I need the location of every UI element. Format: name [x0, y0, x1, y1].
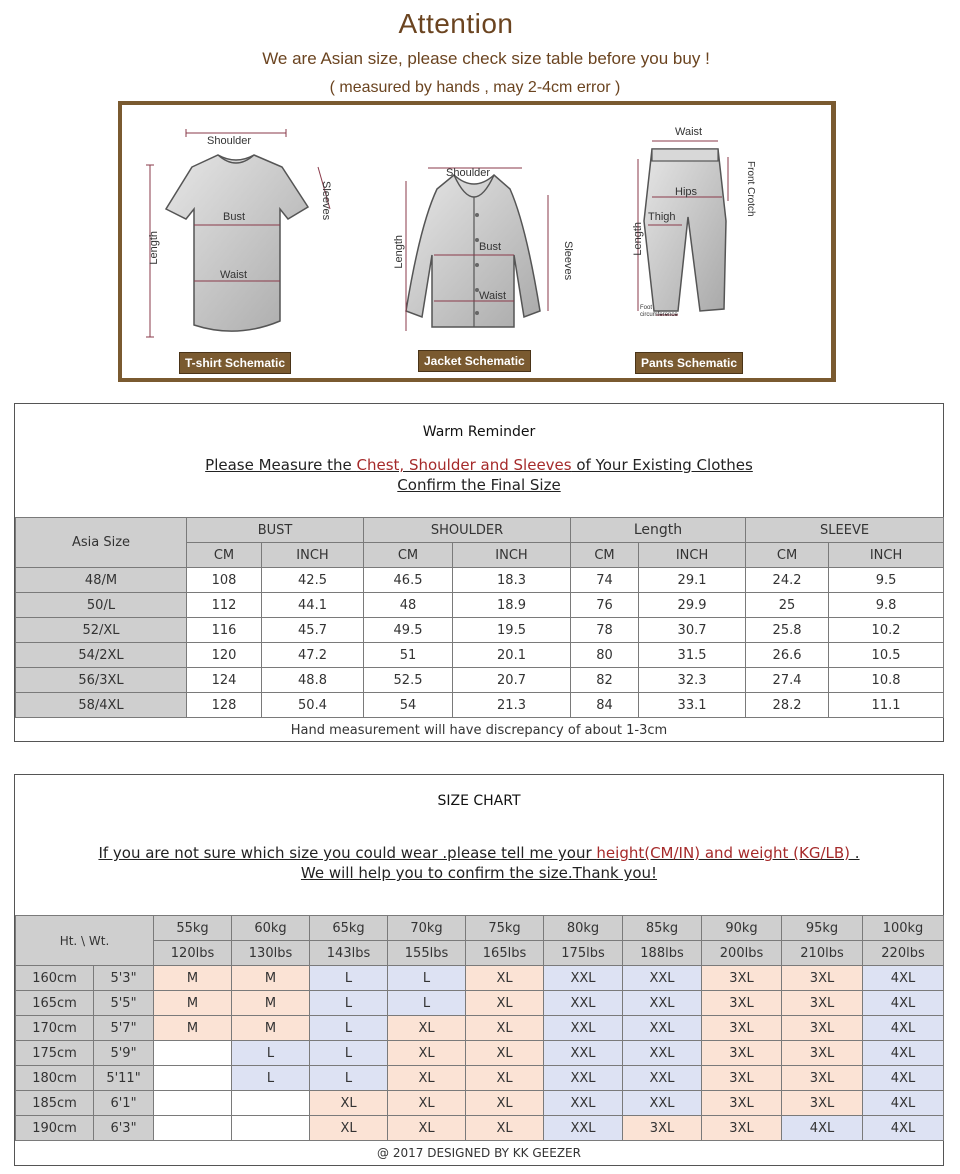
size-recommendation-cell: 3XL: [702, 1116, 782, 1141]
height-cm-cell: 160cm: [16, 966, 94, 991]
unit-header: INCH: [453, 543, 571, 568]
measurement-cell: 21.3: [453, 693, 571, 718]
weight-lbs-header: 143lbs: [310, 941, 388, 966]
size-recommendation-cell: XXL: [623, 991, 702, 1016]
size-recommendation-cell: XXL: [544, 966, 623, 991]
weight-kg-header: 100kg: [863, 916, 944, 941]
height-weight-table: [15, 915, 944, 1141]
height-cm-cell: 190cm: [16, 1116, 94, 1141]
weight-kg-header: 85kg: [623, 916, 702, 941]
table-row: [16, 568, 944, 593]
measurement-cell: 78: [571, 618, 639, 643]
table-row: [16, 593, 944, 618]
size-recommendation-cell: 4XL: [863, 1116, 944, 1141]
measurement-cell: 120: [187, 643, 262, 668]
size-recommendation-cell: XL: [388, 1016, 466, 1041]
tshirt-waist-label: Waist: [220, 269, 248, 281]
height-cm-cell: 180cm: [16, 1066, 94, 1091]
size-recommendation-cell: XL: [388, 1066, 466, 1091]
size-recommendation-cell: 3XL: [623, 1116, 702, 1141]
size-recommendation-cell: L: [232, 1066, 310, 1091]
table-row: [16, 668, 944, 693]
weight-lbs-header: 175lbs: [544, 941, 623, 966]
height-cm-cell: 185cm: [16, 1091, 94, 1116]
height-ft-cell: 5'3": [94, 966, 154, 991]
size-recommendation-cell: 3XL: [782, 991, 863, 1016]
measurement-cell: 45.7: [262, 618, 364, 643]
size-recommendation-cell: 4XL: [863, 1066, 944, 1091]
table-row: [16, 643, 944, 668]
warm-reminder-line1: Please Measure the Chest, Shoulder and Sleeves of Your Existing Clothes: [205, 456, 753, 474]
size-label-cell: 52/XL: [16, 618, 187, 643]
size-recommendation-cell: L: [310, 1041, 388, 1066]
size-recommendation-cell: XXL: [544, 1116, 623, 1141]
height-ft-cell: 6'3": [94, 1116, 154, 1141]
measurement-cell: 25: [746, 593, 829, 618]
unit-header: CM: [364, 543, 453, 568]
size-recommendation-cell: XXL: [623, 1066, 702, 1091]
size-recommendation-cell: XXL: [623, 1091, 702, 1116]
measurement-cell: 32.3: [639, 668, 746, 693]
pants-hips-label: Hips: [675, 186, 698, 198]
measurement-cell: 48: [364, 593, 453, 618]
size-recommendation-cell: XL: [466, 1066, 544, 1091]
size-recommendation-cell: 3XL: [782, 1091, 863, 1116]
size-recommendation-cell: XL: [388, 1041, 466, 1066]
measurement-cell: 51: [364, 643, 453, 668]
asia-size-header: Asia Size: [16, 518, 187, 568]
pants-drawing: [638, 141, 728, 315]
size-recommendation-cell: 3XL: [702, 1091, 782, 1116]
measurement-cell: 18.3: [453, 568, 571, 593]
size-recommendation-cell: 4XL: [863, 1016, 944, 1041]
tshirt-length-label: Length: [148, 231, 160, 265]
size-recommendation-cell: XXL: [544, 1066, 623, 1091]
measurement-cell: 10.2: [829, 618, 944, 643]
measurement-cell: 74: [571, 568, 639, 593]
height-weight-corner: Ht. \ Wt.: [16, 916, 154, 966]
size-recommendation-cell: [154, 1041, 232, 1066]
size-recommendation-cell: 4XL: [782, 1116, 863, 1141]
jacket-drawing: [406, 168, 548, 331]
attention-note: ( measured by hands , may 2-4cm error ): [329, 79, 621, 96]
measurement-cell: 112: [187, 593, 262, 618]
measurement-cell: 27.4: [746, 668, 829, 693]
size-recommendation-cell: L: [310, 1016, 388, 1041]
measurement-cell: 28.2: [746, 693, 829, 718]
warm-reminder-card: [14, 403, 944, 742]
weight-lbs-header: 220lbs: [863, 941, 944, 966]
schematics-panel: [118, 101, 836, 382]
tshirt-shoulder-label: Shoulder: [207, 135, 252, 147]
weight-kg-header: 80kg: [544, 916, 623, 941]
measurement-cell: 25.8: [746, 618, 829, 643]
weight-kg-header: 55kg: [154, 916, 232, 941]
height-cm-cell: 165cm: [16, 991, 94, 1016]
table-row: [16, 1016, 944, 1041]
size-recommendation-cell: [154, 1091, 232, 1116]
height-ft-cell: 5'11": [94, 1066, 154, 1091]
size-recommendation-cell: XL: [466, 1016, 544, 1041]
warm-reminder-header: [15, 404, 943, 517]
measurement-cell: 19.5: [453, 618, 571, 643]
height-ft-cell: 5'5": [94, 991, 154, 1016]
table-row: [16, 1091, 944, 1116]
attention-subtitle: We are Asian size, please check size table before you buy !: [262, 49, 710, 68]
size-recommendation-cell: XXL: [544, 991, 623, 1016]
measurement-cell: 11.1: [829, 693, 944, 718]
size-recommendation-cell: M: [232, 991, 310, 1016]
weight-lbs-header: 155lbs: [388, 941, 466, 966]
measurement-cell: 10.5: [829, 643, 944, 668]
tshirt-bust-label: Bust: [223, 211, 246, 223]
size-recommendation-cell: XXL: [623, 1041, 702, 1066]
weight-kg-header: 65kg: [310, 916, 388, 941]
size-recommendation-cell: 4XL: [863, 991, 944, 1016]
measurement-cell: 9.5: [829, 568, 944, 593]
size-recommendation-cell: XXL: [623, 966, 702, 991]
size-label-cell: 56/3XL: [16, 668, 187, 693]
height-ft-cell: 5'9": [94, 1041, 154, 1066]
size-recommendation-cell: XL: [466, 966, 544, 991]
size-recommendation-cell: L: [388, 966, 466, 991]
size-recommendation-cell: XXL: [544, 1016, 623, 1041]
pants-foot-label: Foot circumference: [640, 305, 678, 318]
measurement-cell: 10.8: [829, 668, 944, 693]
size-recommendation-cell: 4XL: [863, 1041, 944, 1066]
pants-length-label: Length: [632, 222, 644, 256]
size-recommendation-cell: 3XL: [702, 1041, 782, 1066]
measurement-cell: 44.1: [262, 593, 364, 618]
size-recommendation-cell: 3XL: [782, 1066, 863, 1091]
size-recommendation-cell: XXL: [544, 1091, 623, 1116]
size-recommendation-cell: [232, 1091, 310, 1116]
size-recommendation-cell: 3XL: [782, 966, 863, 991]
size-recommendation-cell: XL: [388, 1091, 466, 1116]
measurement-cell: 29.1: [639, 568, 746, 593]
warm-reminder-line2: Confirm the Final Size: [397, 476, 561, 494]
size-measurement-table: [15, 517, 944, 718]
table-row: [16, 1066, 944, 1091]
measurement-cell: 50.4: [262, 693, 364, 718]
measurement-cell: 30.7: [639, 618, 746, 643]
size-recommendation-cell: XL: [310, 1091, 388, 1116]
size-recommendation-cell: L: [310, 1066, 388, 1091]
length-header: Length: [571, 518, 746, 543]
pants-thigh-label: Thigh: [648, 211, 676, 223]
measurement-cell: 82: [571, 668, 639, 693]
unit-header: INCH: [639, 543, 746, 568]
size-recommendation-cell: L: [310, 991, 388, 1016]
size-recommendation-cell: XXL: [544, 1041, 623, 1066]
measurement-cell: 108: [187, 568, 262, 593]
size-recommendation-cell: XL: [466, 1041, 544, 1066]
size-recommendation-cell: L: [388, 991, 466, 1016]
height-cm-cell: 175cm: [16, 1041, 94, 1066]
measurement-cell: 76: [571, 593, 639, 618]
measurement-cell: 54: [364, 693, 453, 718]
size-recommendation-cell: 3XL: [702, 1016, 782, 1041]
size-recommendation-cell: 3XL: [702, 1066, 782, 1091]
size-label-cell: 48/M: [16, 568, 187, 593]
table-row: [16, 618, 944, 643]
size-recommendation-cell: 3XL: [782, 1016, 863, 1041]
size-recommendation-cell: M: [232, 1016, 310, 1041]
weight-lbs-header: 130lbs: [232, 941, 310, 966]
size-recommendation-cell: L: [310, 966, 388, 991]
table-row: [16, 966, 944, 991]
height-cm-cell: 170cm: [16, 1016, 94, 1041]
size-recommendation-cell: [154, 1066, 232, 1091]
shoulder-header: SHOULDER: [364, 518, 571, 543]
unit-header: CM: [571, 543, 639, 568]
size-recommendation-cell: M: [232, 966, 310, 991]
measurement-cell: 9.8: [829, 593, 944, 618]
tshirt-drawing: [146, 129, 330, 337]
size-recommendation-cell: L: [232, 1041, 310, 1066]
table-row: [16, 693, 944, 718]
weight-lbs-header: 120lbs: [154, 941, 232, 966]
measurement-cell: 48.8: [262, 668, 364, 693]
measurement-cell: 18.9: [453, 593, 571, 618]
size-recommendation-cell: 4XL: [863, 1091, 944, 1116]
size-recommendation-cell: XL: [466, 1116, 544, 1141]
pants-schematic-label: Pants Schematic: [635, 352, 743, 374]
measurement-cell: 33.1: [639, 693, 746, 718]
height-ft-cell: 5'7": [94, 1016, 154, 1041]
measurement-cell: 52.5: [364, 668, 453, 693]
jacket-bust-label: Bust: [479, 241, 502, 253]
measurement-cell: 80: [571, 643, 639, 668]
unit-header: INCH: [262, 543, 364, 568]
weight-kg-header: 90kg: [702, 916, 782, 941]
size-recommendation-cell: M: [154, 991, 232, 1016]
measurement-cell: 29.9: [639, 593, 746, 618]
size-recommendation-cell: [232, 1116, 310, 1141]
unit-header: CM: [187, 543, 262, 568]
warm-reminder-title: Warm Reminder: [422, 424, 536, 440]
size-chart-title: SIZE CHART: [437, 793, 521, 809]
measurement-cell: 116: [187, 618, 262, 643]
size-recommendation-cell: XXL: [623, 1016, 702, 1041]
weight-lbs-header: 210lbs: [782, 941, 863, 966]
measurement-cell: 124: [187, 668, 262, 693]
measurement-cell: 20.1: [453, 643, 571, 668]
tshirt-schematic-label: T-shirt Schematic: [179, 352, 291, 374]
height-ft-cell: 6'1": [94, 1091, 154, 1116]
pants-waist-label: Waist: [675, 126, 703, 138]
size-recommendation-cell: M: [154, 1016, 232, 1041]
size-label-cell: 54/2XL: [16, 643, 187, 668]
size-chart-header: [15, 775, 943, 915]
jacket-schematic-label: Jacket Schematic: [418, 350, 531, 372]
size-label-cell: 50/L: [16, 593, 187, 618]
table-row: [16, 1041, 944, 1066]
weight-kg-header: 95kg: [782, 916, 863, 941]
designer-footnote: @ 2017 DESIGNED BY KK GEEZER: [377, 1146, 581, 1160]
weight-lbs-header: 165lbs: [466, 941, 544, 966]
table-row: [16, 1116, 944, 1141]
measurement-cell: 31.5: [639, 643, 746, 668]
measurement-footnote: Hand measurement will have discrepancy of about 1-3cm: [290, 723, 668, 738]
size-recommendation-cell: XL: [466, 1091, 544, 1116]
weight-kg-header: 75kg: [466, 916, 544, 941]
jacket-sleeves-label: Sleeves: [562, 241, 574, 281]
size-chart-line2: We will help you to confirm the size.Thank you!: [300, 864, 658, 882]
jacket-length-label: Length: [393, 235, 405, 269]
weight-lbs-header: 188lbs: [623, 941, 702, 966]
measurement-cell: 47.2: [262, 643, 364, 668]
measurement-cell: 26.6: [746, 643, 829, 668]
size-chart-card: [14, 774, 944, 1166]
attention-title: Attention: [398, 8, 514, 39]
tshirt-sleeves-label: Sleeves: [320, 181, 332, 221]
table-row: [16, 991, 944, 1016]
sleeve-header: SLEEVE: [746, 518, 944, 543]
jacket-waist-label: Waist: [479, 290, 507, 302]
measurement-cell: 24.2: [746, 568, 829, 593]
pants-front-crotch-label: Front Crotch: [745, 161, 756, 217]
jacket-shoulder-label: Shoulder: [446, 167, 491, 179]
bust-header: BUST: [187, 518, 364, 543]
weight-kg-header: 60kg: [232, 916, 310, 941]
measurement-cell: 46.5: [364, 568, 453, 593]
size-recommendation-cell: 3XL: [702, 991, 782, 1016]
size-recommendation-cell: XL: [388, 1116, 466, 1141]
size-recommendation-cell: XL: [466, 991, 544, 1016]
measurement-cell: 42.5: [262, 568, 364, 593]
size-chart-line1: If you are not sure which size you could wear .please tell me your height(CM/IN) and weight (KG/LB) .: [98, 844, 860, 862]
measurement-cell: 84: [571, 693, 639, 718]
size-recommendation-cell: XL: [310, 1116, 388, 1141]
size-recommendation-cell: 3XL: [782, 1041, 863, 1066]
unit-header: CM: [746, 543, 829, 568]
size-recommendation-cell: 4XL: [863, 966, 944, 991]
size-recommendation-cell: M: [154, 966, 232, 991]
size-recommendation-cell: [154, 1116, 232, 1141]
unit-header: INCH: [829, 543, 944, 568]
weight-kg-header: 70kg: [388, 916, 466, 941]
measurement-cell: 128: [187, 693, 262, 718]
measurement-cell: 49.5: [364, 618, 453, 643]
size-recommendation-cell: 3XL: [702, 966, 782, 991]
weight-lbs-header: 200lbs: [702, 941, 782, 966]
size-label-cell: 58/4XL: [16, 693, 187, 718]
measurement-cell: 20.7: [453, 668, 571, 693]
